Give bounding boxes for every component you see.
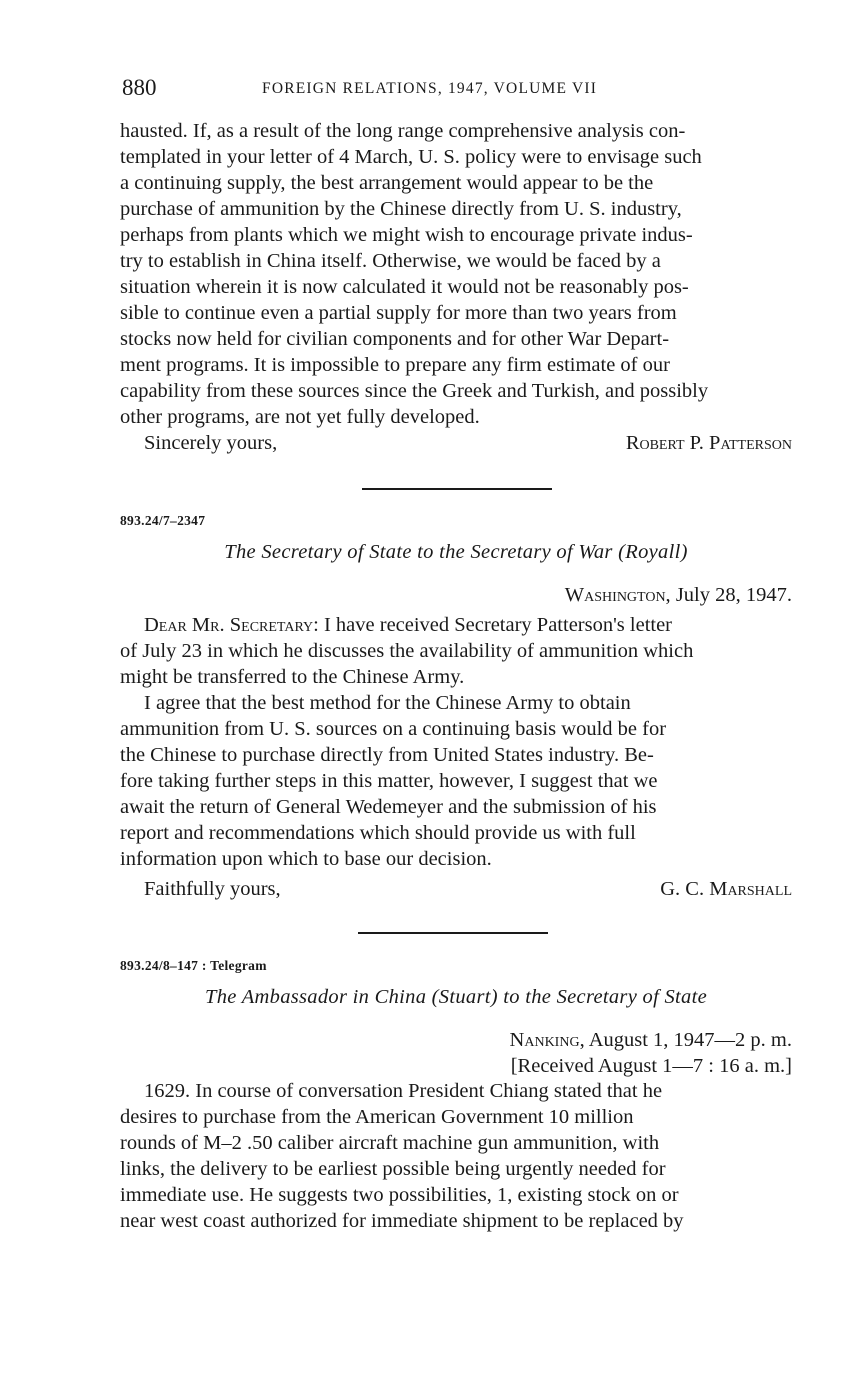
text-line: sible to continue even a partial supply for more than two years from (120, 302, 677, 324)
page-number: 880 (122, 75, 157, 100)
closing-phrase: Faithfully yours, (144, 878, 281, 900)
text-line: 1629. In course of conversation President Chiang stated that he (144, 1080, 663, 1102)
running-title: FOREIGN RELATIONS, 1947, VOLUME VII (262, 80, 598, 97)
text-line: fore taking further steps in this matter, however, I suggest that we (120, 770, 658, 792)
text-line (120, 612, 792, 638)
text-line: I agree that the best method for the Chinese Army to obtain (144, 692, 631, 714)
text-line: rounds of M–2 .50 caliber aircraft machine gun ammunition, with (120, 1132, 660, 1154)
letter2-body (120, 612, 792, 872)
section-divider (358, 932, 548, 934)
text-line: a continuing supply, the best arrangement would appear to be the (120, 172, 654, 194)
text-line: purchase of ammunition by the Chinese directly from U. S. industry, (120, 198, 682, 220)
text-line: information upon which to base our decision. (120, 848, 492, 870)
section-divider (362, 488, 552, 490)
text-line: ment programs. It is impossible to prepare any firm estimate of our (120, 354, 670, 376)
text-line: report and recommendations which should provide us with full (120, 822, 636, 844)
letter1-body (120, 118, 792, 430)
dateline-place: Nanking, (509, 1029, 585, 1051)
letter1-closing (120, 430, 792, 456)
signature: Robert P. Patterson (625, 432, 792, 454)
document-title: The Secretary of State to the Secretary of War (Royall) (224, 541, 688, 563)
dateline (510, 1027, 792, 1053)
text-line: await the return of General Wedemeyer and the submission of his (120, 796, 657, 818)
dateline-date: August 1, 1947—2 p. m. (584, 1029, 792, 1051)
text-line: I have received Secretary Patterson's letter (318, 614, 673, 636)
text-line: might be transferred to the Chinese Army. (120, 666, 465, 688)
file-reference: 893.24/8–147 : Telegram (120, 958, 267, 973)
text-line: ammunition from U. S. sources on a continuing basis would be for (120, 718, 667, 740)
text-line: try to establish in China itself. Otherwise, we would be faced by a (120, 250, 661, 272)
text-line: desires to purchase from the American Government 10 million (120, 1106, 634, 1128)
text-line: templated in your letter of 4 March, U. S. policy were to envisage such (120, 146, 702, 168)
document-title: The Ambassador in China (Stuart) to the Secretary of State (205, 986, 707, 1008)
dateline-place: Washington, (564, 584, 671, 606)
text-line: situation wherein it is now calculated it would not be reasonably pos- (120, 276, 689, 298)
file-reference: 893.24/7–2347 (120, 513, 206, 528)
dateline-date: July 28, 1947. (670, 584, 792, 606)
text-line: hausted. If, as a result of the long range comprehensive analysis con- (120, 120, 686, 142)
running-head (122, 74, 792, 104)
text-line: other programs, are not yet fully developed. (120, 406, 480, 428)
text-line: near west coast authorized for immediate shipment to be replaced by (120, 1210, 684, 1232)
text-line: perhaps from plants which we might wish to encourage private indus- (120, 224, 693, 246)
closing-phrase: Sincerely yours, (144, 432, 278, 454)
text-line: links, the delivery to be earliest possible being urgently needed for (120, 1158, 666, 1180)
telegram-body (120, 1078, 792, 1234)
salutation: Dear Mr. Secretary: (144, 614, 319, 636)
received-line: [Received August 1—7 : 16 a. m.] (510, 1055, 792, 1077)
text-line: immediate use. He suggests two possibilities, 1, existing stock on or (120, 1184, 679, 1206)
signature: G. C. Marshall (660, 878, 792, 900)
text-line: the Chinese to purchase directly from United States industry. Be- (120, 744, 654, 766)
text-line: of July 23 in which he discusses the availability of ammunition which (120, 640, 694, 662)
letter2-closing (120, 876, 792, 902)
dateline (565, 582, 792, 608)
text-line: capability from these sources since the Greek and Turkish, and possibly (120, 380, 709, 402)
text-line: stocks now held for civilian components and for other War Depart- (120, 328, 670, 350)
